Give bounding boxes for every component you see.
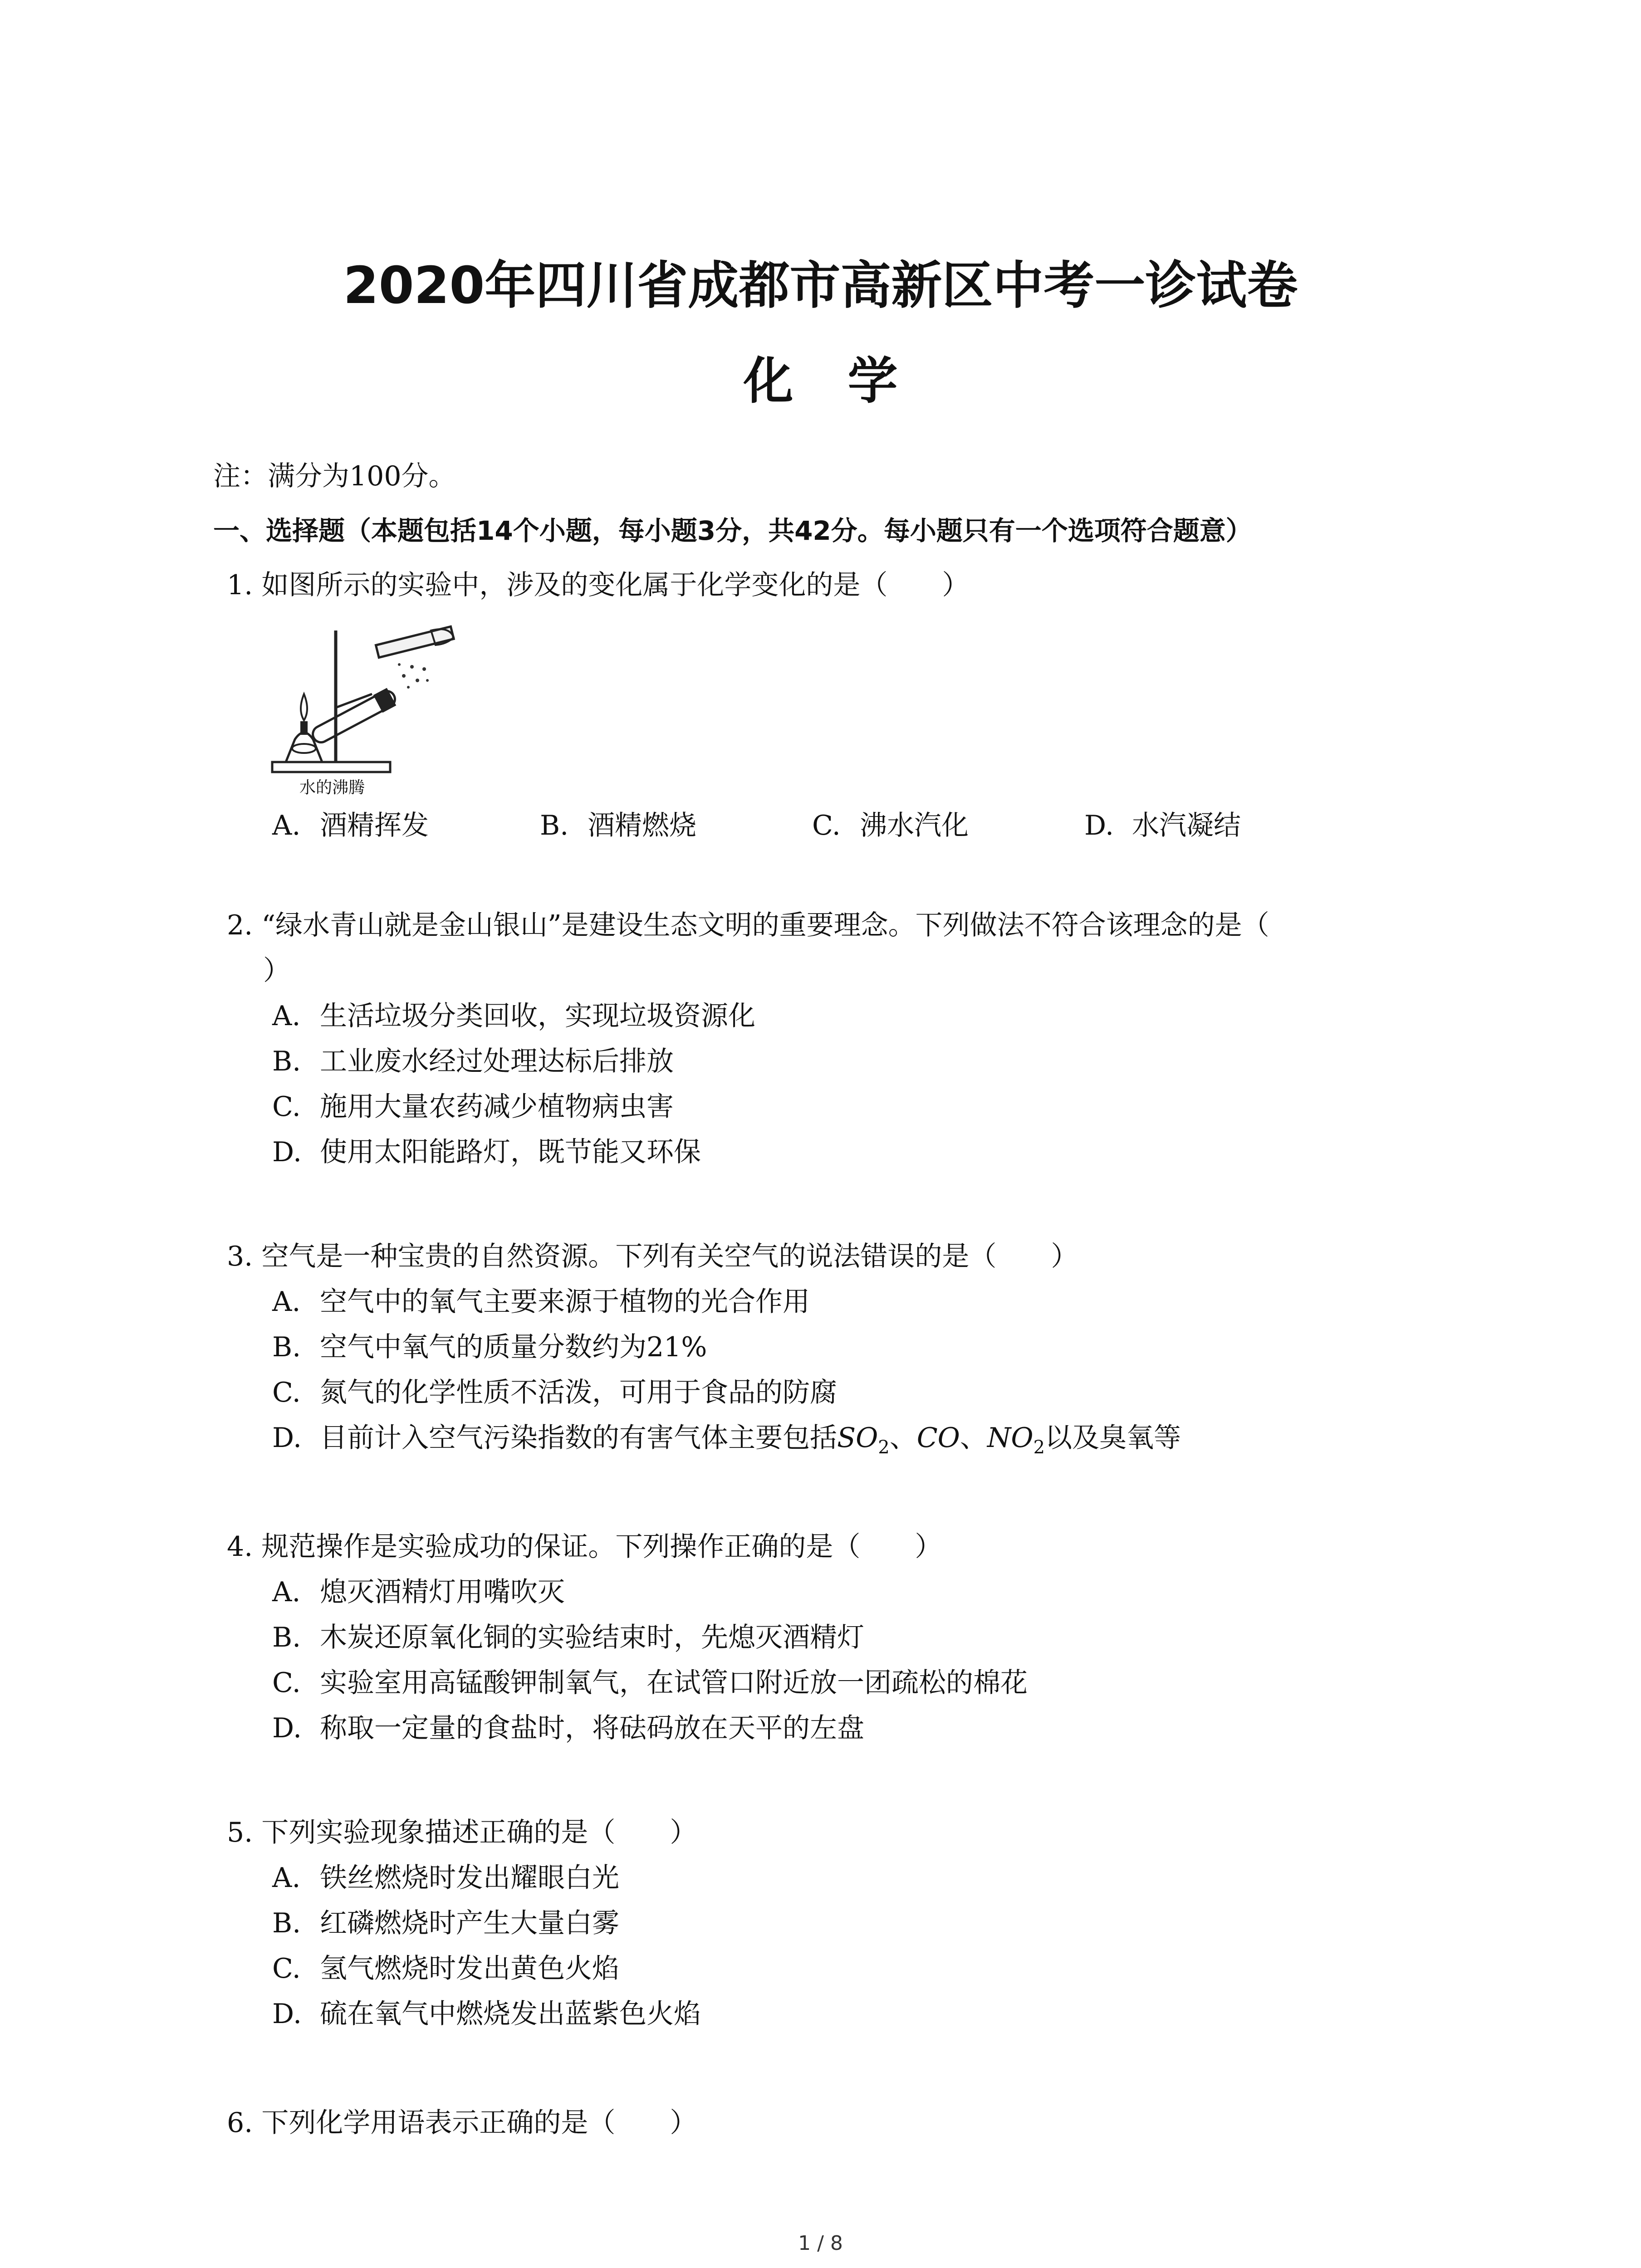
q1-option-a: A. 酒精挥发	[272, 810, 429, 841]
q5-option-b: B. 红磷燃烧时产生大量白雾	[272, 1907, 619, 1939]
q4-option-b: B. 木炭还原氧化铜的实验结束时，先熄灭酒精灯	[272, 1622, 864, 1653]
question-6-stem: 6. 下列化学用语表示正确的是（ ）	[227, 2107, 697, 2139]
question-4-stem: 4. 规范操作是实验成功的保证。下列操作正确的是（ ）	[227, 1531, 942, 1563]
q2-option-a: A. 生活垃圾分类回收，实现垃圾资源化	[272, 1000, 755, 1032]
question-2-stem-cont: ）	[263, 955, 290, 987]
figure-caption: 水的沸腾	[299, 778, 365, 797]
score-note: 注：满分为100分。	[213, 460, 456, 492]
apparatus-drawing	[268, 612, 458, 803]
exam-title: 2020年四川省成都市高新区中考一诊试卷	[343, 256, 1298, 315]
q3-option-b: B. 空气中氧气的质量分数约为21%	[272, 1331, 707, 1363]
question-2-stem: 2. “绿水青山就是金山银山”是建设生态文明的重要理念。下列做法不符合该理念的是（	[227, 909, 1269, 941]
q2-option-d: D. 使用太阳能路灯，既节能又环保	[272, 1136, 701, 1168]
q1-option-c: C. 沸水汽化	[812, 810, 969, 841]
formula-so2: $SO_2$	[837, 1422, 890, 1458]
q3-option-c: C. 氮气的化学性质不活泼，可用于食品的防腐	[272, 1377, 837, 1408]
q5-option-c: C. 氢气燃烧时发出黄色火焰	[272, 1953, 619, 1984]
q3-option-a: A. 空气中的氧气主要来源于植物的光合作用	[272, 1286, 810, 1318]
q4-option-a: A. 熄灭酒精灯用嘴吹灭	[272, 1576, 565, 1608]
q1-option-d: D. 水汽凝结	[1084, 810, 1241, 841]
question-3-stem: 3. 空气是一种宝贵的自然资源。下列有关空气的说法错误的是（ ）	[227, 1241, 1078, 1272]
question-5-stem: 5. 下列实验现象描述正确的是（ ）	[227, 1817, 697, 1848]
q3-option-d: D. 目前计入空气污染指数的有害气体主要包括$SO_2$、CO、$NO_2$以及臭氧等	[272, 1422, 1181, 1458]
q4-option-d: D. 称取一定量的食盐时，将砝码放在天平的左盘	[272, 1712, 864, 1744]
q4-option-c: C. 实验室用高锰酸钾制氧气，在试管口附近放一团疏松的棉花	[272, 1667, 1028, 1699]
q1-option-b: B. 酒精燃烧	[540, 810, 696, 841]
boiling-water-apparatus-figure	[268, 612, 458, 803]
section-heading: 一、选择题（本题包括14个小题，每小题3分，共42分。每小题只有一个选项符合题意）	[213, 515, 1252, 546]
q2-option-b: B. 工业废水经过处理达标后排放	[272, 1046, 674, 1077]
formula-co: CO	[916, 1422, 960, 1454]
formula-no2: $NO_2$	[987, 1422, 1045, 1458]
q2-option-c: C. 施用大量农药减少植物病虫害	[272, 1091, 674, 1123]
q5-option-d: D. 硫在氧气中燃烧发出蓝紫色火焰	[272, 1998, 701, 2030]
q5-option-a: A. 铁丝燃烧时发出耀眼白光	[272, 1862, 619, 1894]
page-number: 1 / 8	[798, 2232, 843, 2255]
question-1-stem: 1. 如图所示的实验中，涉及的变化属于化学变化的是（ ）	[227, 569, 970, 601]
subject-title: 化学	[743, 352, 952, 410]
